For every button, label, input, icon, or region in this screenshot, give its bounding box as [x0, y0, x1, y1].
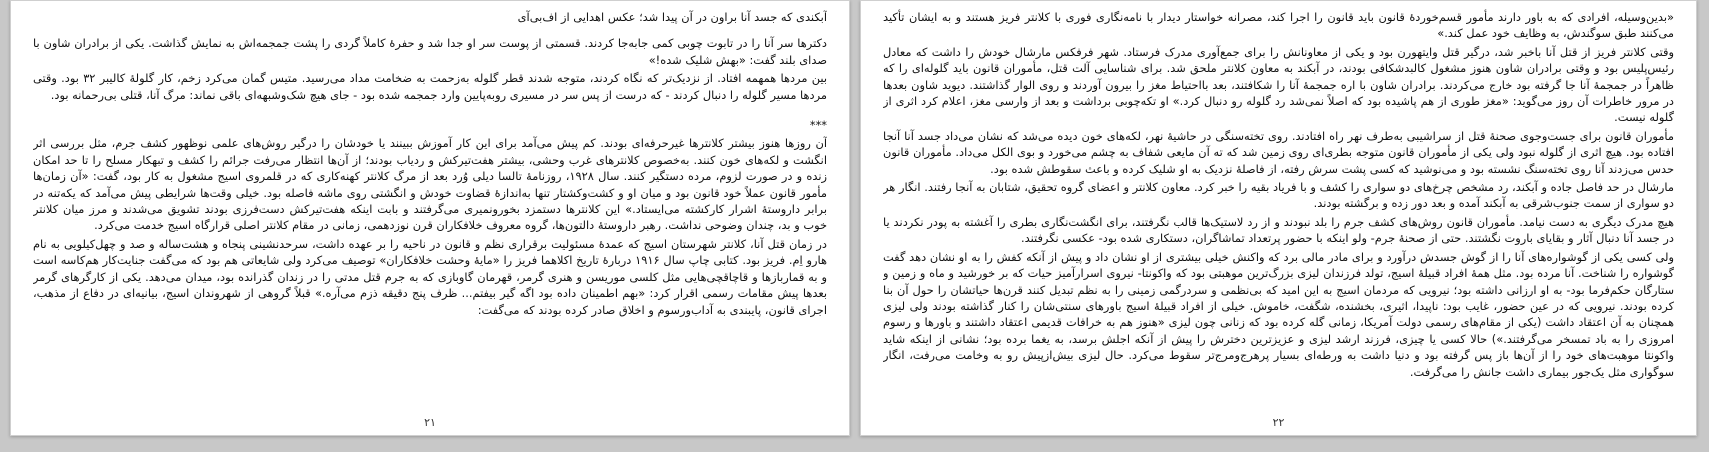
photo-caption: آبکندی که جسد آنا براون در آن پیدا شد؛ عکس اهدایی از اف‌بی‌آی: [517, 10, 827, 24]
paragraph: وقتی کلانتر فریز از قتل آنا باخبر شد، درگیر قتل وایتهورن بود و یکی از معاونانش را برای جمع‌آوری مدرک فرستاد. شهر فرفکس مارشال خودش را داشت که معادل رئیس‌پلیس بود و وقتی برادران شاون هنوز مشغول کالبدشکافی بودند، در آبکند به معاون کلانتر ملحق شد. برای شناسایی آلت قتل، مأموران قانون باید گلوله‌ای را که ظاهراً در جمجمهٔ آنا جا گرفته بود خارج می‌کردند. برادران شاون با اره جمجمهٔ آنا را شکافتند، بعد با‌احتیاط مغز را بیرون آوردند و روی الوار گذاشتند. دیوید شاون بعدها در مرور خاطرات آن روز می‌گوید: «مغز طوری از هم پاشیده بود که اصلاً نمی‌شد رد گلوله رو دنبال کرد.» او تکه‌چوبی برداشت و بعد از وارسی مغز، اعلام کرد اثری از گلوله نیست.: [883, 44, 1674, 125]
page-number: ۲۲: [1272, 416, 1285, 429]
paragraph: «بدین‌وسیله، افرادی که به باور دارند مأمور قسم‌خوردهٔ قانون باید قانون را اجرا کند، مصرانه خواستار دیدار با نامه‌نگاری فوری با کلانتر فریز هستند و به ایشان تأکید می‌کنند طبق سوگندش، به وظایف خود عمل کند.»: [883, 10, 1674, 41]
section-divider: ***: [809, 118, 827, 133]
paragraph: مارشال در حد فاصل جاده و آبکند، رد مشخص چرخ‌های دو سواری را کشف و با فریاد بقیه را خبر کرد. معاون کلانتر و اعضای گروه تحقیق، شتابان به آنجا رفتند. انگار هر دو سواری از سمت جنوب‌شرقی به آبکند آمده و بعد دور زده و برگشته بودند.: [883, 180, 1674, 211]
paragraph: مأموران قانون برای جست‌وجوی صحنهٔ قتل از سراشیبی به‌طرف نهر راه افتادند. روی تخته‌سنگی در حاشیهٔ نهر، لکه‌های خون دیده می‌شد که نشان می‌داد جسد آنا آنجا افتاده بود. هیچ اثری از گلوله نبود ولی یکی از مأموران قانون متوجه بطری‌ای روی زمین شد که ته آن مایعی شفاف به چشم می‌خورد و بوی الکل می‌داد. مأموران قانون حدس می‌زدند آنا روی تخته‌سنگ نشسته بود و می‌نوشید که کسی پشت سرش رفته، از فاصلهٔ نزدیک به او شلیک کرده و باعث سقوطش شده بود.: [883, 128, 1674, 176]
page-22-text: [883, 9, 1674, 409]
page-21: [10, 0, 850, 436]
paragraph: در زمان قتل آنا، کلانتر شهرستان اسیج که عمدهٔ مسئولیت برقراری نظم و قانون در ناحیه را بر عهده داشت، سرحدنشینی پنجاه و هشت‌ساله و صد و چهل‌کیلویی به نام هارو اِم. فریز بود. کتابی چاپ سال ۱۹۱۶ دربارهٔ تاریخ اکلاهما فریز را «مایهٔ وحشت خلافکاران» توصیف می‌کرد ولی شایعاتی هم بود که می‌گفت جنایت‌کار هم‌کاسه است و به قماربازها و قاچاقچی‌هایی مثل کلسی موریسن و هنری گرمر، قهرمان گاوبازی که به جرم قتل مدتی را در زندان گذرانده بود، میدان می‌دهد. یکی از کارگرهای گرمر بعدها پیش مقامات رسمی اقرار کرد: «بهم اطمینان داده بود اگه گیر بیفتم... ظرف پنج دقیقه ذزم می‌آره.» قبلاً گروهی از شهروندان اسیج، بیانیه‌ای در دفاع از مذهب، اجرای قانون، پایبندی به آداب‌ورسوم و اخلاق صادر کرده بودند که می‌گفت:: [33, 236, 827, 317]
page-number: ۲۱: [424, 416, 436, 429]
page-22: [860, 0, 1697, 436]
paragraph: آن روزها هنوز بیشتر کلانترها غیرحرفه‌ای بودند. کم پیش می‌آمد برای این کار آموزش ببینند یا خودشان را درگیر روش‌های علمی نوظهور کشف جرم، مثل بررسی اثر انگشت و لکه‌های خون کنند. به‌خصوص کلانترهای غرب وحشی، بیشتر هفت‌تیرکش و ردیاب بودند؛ از آن‌ها انتظار می‌رفت جرائم را کشف و تبهکار مسلح را تا حد امکان زنده و در صورت لزوم، مرده دستگیر کنند. سال ۱۹۲۸، روزنامهٔ تالسا دیلی وُرد بعد از مرگ کلانتر کهنه‌کاری که در قلمروی اسیج مشغول به کار بود، گفت: «آن زمان‌ها مأمور قانون عملاً خود قانون بود و میان او و کشت‌وکشتار تنها به‌اندازهٔ قضاوت خودش و انگشتی روی ماشه فاصله بود. خیلی وقت‌ها شرایطی پیش می‌آمد که یکه‌تنه در برابر داروستهٔ اشرار کارکشته می‌ایستاد.» این کلانترها دستمزد بخورونمیری می‌گرفتند و بابت اینکه هفت‌تیرکش دست‌فرزی بودند تشویق می‌شدند و مرز میان کلانتر خوب و بد، چندان وضوحی نداشت. رهبر داروستهٔ دالتون‌ها، گروه معروف خلافکاران قرن نوزدهمی، زمانی در مقام کلانتر اصلی قرارگاه اسیج خدمت می‌کرد.: [33, 136, 827, 233]
paragraph: هیچ مدرک دیگری به دست نیامد. مأموران قانون روش‌های کشف جرم را بلد نبودند و از رد لاستیک‌ها قالب نگرفتند، برای انگشت‌نگاری بطری را آغشته به پودر نکردند یا در جسد آنا دنبال آثار و بقایای باروت نگشتند. حتی از صحنهٔ جرم- ولو اینکه با حضور پرتعداد تماشاگران، دستکاری شده بود- عکسی نگرفتند.: [883, 214, 1674, 246]
paragraph: ولی کسی یکی از گوشواره‌های آنا را از گوش جسدش درآورد و برای مادر مالی برد که واکنش خیلی بیشتری از او نشان داد و پیش از آنکه کفش را به او نشان دهد گفت گوشواره را شناخت. آنا مرده بود. مثل همهٔ افراد قبیلهٔ اسیج، تولد فرزندان لیزی بزرگ‌ترین موهبتی بود که واکونتا- نیروی اسرارآمیز حیات که بر خورشید و ماه و زمین و ستارگان حکم‌فرما بود- به او ارزانی داشته بود؛ نیرویی که مردمان اسیج به این امید که بی‌نظمی و سردرگمی زمینی را به نظم تبدیل کنند قرن‌ها حیاتشان را حول آن بنا کرده بودند. نیرویی که در عین حضور، غایب بود: ناپیدا، اثیری، بخشنده، شگفت، خاموش. خیلی از افراد قبیلهٔ اسیج باورهای سنتی‌شان را کنار گذاشته بودند ولی لیزی همچنان به آن اعتقاد داشت (یکی از مقام‌های رسمی دولت آمریکا، زمانی گله کرده بود که زنانی چون لیزی «هنوز هم به خرافات قدیمی اعتقاد داشتند و باورها و رسوم امروزی را به باد تمسخر می‌گرفتند.») حالا کسی یا چیزی، فرزند ارشد لیزی و عزیزترین دخترش را پیش از آنکه اجلش برسد، به یغما برده بود؛ نشانی از اینکه شاید واکونتا موهبت‌های خود را از آن‌ها باز پس گرفته بود و دنیا داشت به ورطه‌ای بسیار پرهرج‌ومرج‌تر سقوط می‌کرد. حال لیزی بیش‌ازپیش رو به وخامت می‌رفت، انگار سوگواری مثل یک‌جور بیماری داشت جانش را می‌گرفت.: [883, 249, 1674, 379]
paragraph: دکترها سر آنا را در تابوت چوبی کمی جابه‌جا کردند. قسمتی از پوست سر او جدا شد و حفرهٔ کاملاً گردی را پشت جمجمه‌اش به نمایش گذاشت. یکی از برادران شاون با صدای بلند گفت: «بهش شلیک شده!»: [33, 36, 827, 67]
page-21-text: [33, 9, 827, 409]
paragraph: بین مردها همهمه افتاد. از نزدیک‌تر که نگاه کردند، متوجه شدند قطر گلوله به‌زحمت به ضخامت مداد می‌رسید. متیس گمان می‌کرد زخم، کار گلولهٔ کالیبر ۳۲ بود. وقتی مردها مسیر گلوله را دنبال کردند - که درست از پس سر در مسیری روبه‌پایین وارد جمجمه شده بود - جای هیچ شک‌وشبهه‌ای باقی نماند: مرگ آنا، قتلی بی‌رحمانه بود.: [33, 71, 827, 102]
